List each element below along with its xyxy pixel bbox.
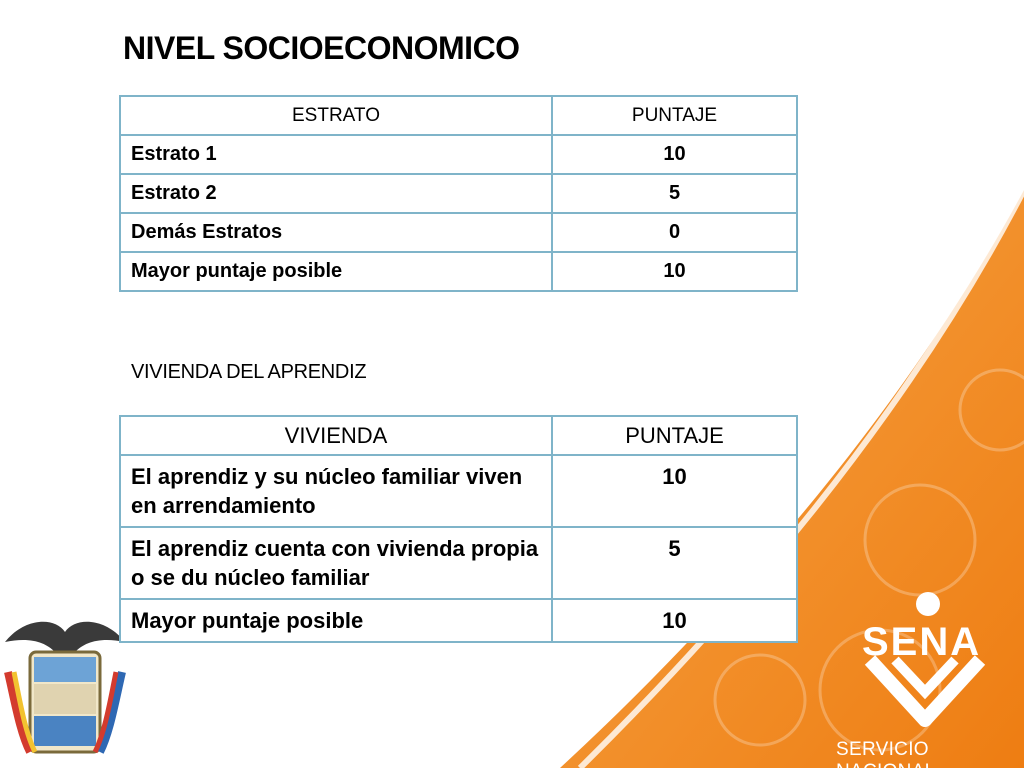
sena-wordmark: SENA <box>862 620 982 664</box>
table-row <box>120 527 797 599</box>
table-row <box>120 252 797 291</box>
table-cell: Mayor puntaje posible <box>120 252 552 291</box>
table-header-row <box>120 416 797 455</box>
estrato-table <box>119 95 798 292</box>
table-cell: Estrato 2 <box>120 174 552 213</box>
table-cell: 10 <box>552 599 797 642</box>
page-title: NIVEL SOCIOECONOMICO <box>123 30 520 66</box>
sena-caption: SERVICIO NACIONAL <box>836 739 936 782</box>
table-cell: 10 <box>552 455 797 527</box>
column-header: ESTRATO <box>120 96 552 135</box>
table-row <box>120 213 797 252</box>
column-header: VIVIENDA <box>120 416 552 455</box>
table-cell: Mayor puntaje posible <box>120 599 552 642</box>
table-cell: Estrato 1 <box>120 135 552 174</box>
table-row <box>120 135 797 174</box>
table-cell: 5 <box>552 527 797 599</box>
table-cell: Demás Estratos <box>120 213 552 252</box>
table-row <box>120 455 797 527</box>
table-cell: 10 <box>552 135 797 174</box>
table-row <box>120 174 797 213</box>
table-row <box>120 599 797 642</box>
table-header-row <box>120 96 797 135</box>
table-cell: El aprendiz y su núcleo familiar viven en arrendamiento <box>120 455 552 527</box>
table-cell: 10 <box>552 252 797 291</box>
table-cell: 5 <box>552 174 797 213</box>
table-cell: 0 <box>552 213 797 252</box>
column-header: PUNTAJE <box>552 96 797 135</box>
vivienda-table <box>119 415 798 643</box>
section-subtitle: VIVIENDA DEL APRENDIZ <box>131 361 367 383</box>
coat-of-arms-icon <box>0 612 130 768</box>
column-header: PUNTAJE <box>552 416 797 455</box>
table-cell: El aprendiz cuenta con vivienda propia o se du núcleo familiar <box>120 527 552 599</box>
